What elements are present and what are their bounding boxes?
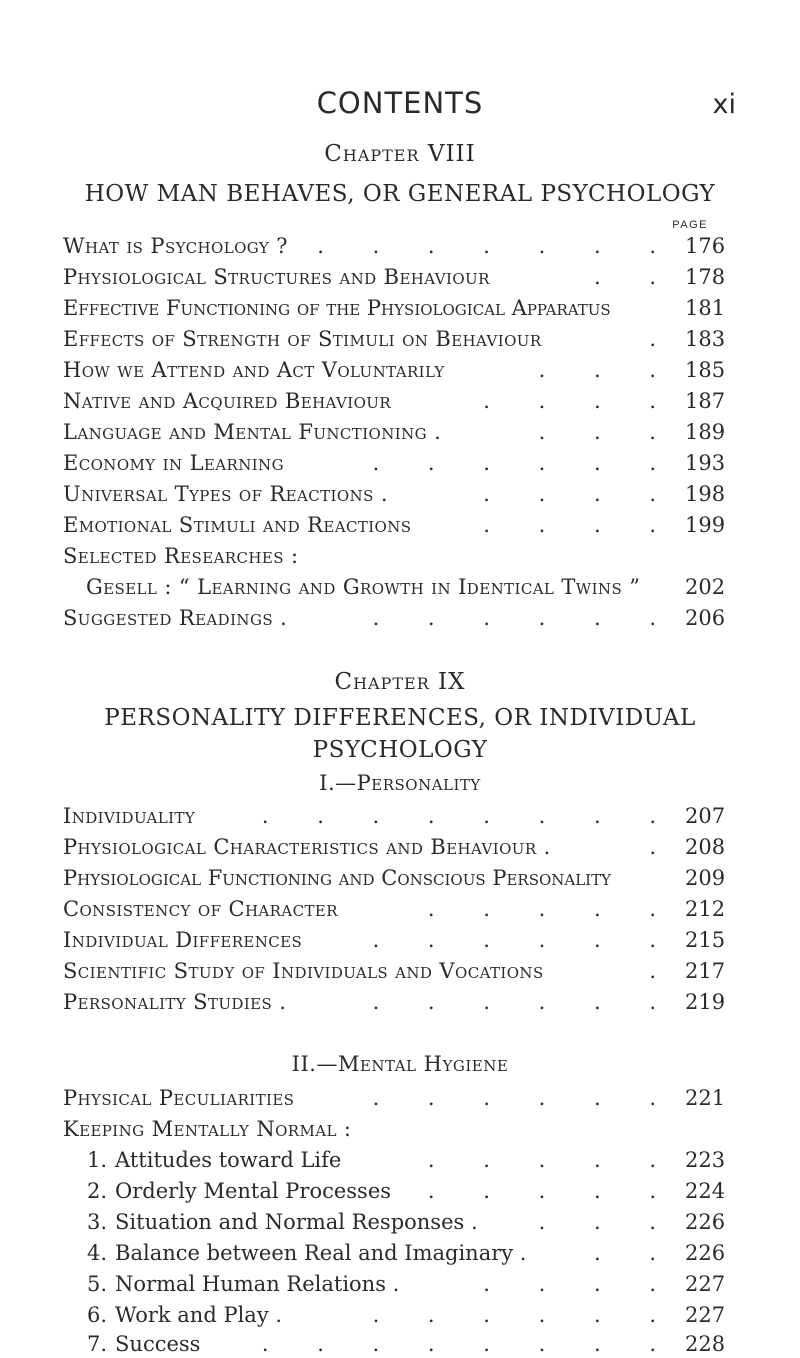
toc-heading-entry bbox=[63, 542, 741, 570]
toc-entry-title: Individuality bbox=[63, 804, 196, 828]
toc-entry-number: 1. bbox=[87, 1148, 108, 1172]
toc-entry-title: Keeping Mentally Normal : bbox=[63, 1117, 352, 1141]
toc-sub-entry[interactable] bbox=[63, 1301, 741, 1329]
toc-entry-page: 224 bbox=[685, 1179, 726, 1203]
leader-dots: . . bbox=[593, 1241, 677, 1265]
toc-entry-page: 189 bbox=[685, 420, 726, 444]
toc-entry-page: 208 bbox=[685, 835, 726, 859]
leader-dots: . . . bbox=[538, 420, 677, 444]
leader-dots: . . . . bbox=[483, 513, 677, 537]
toc-entry-page: 223 bbox=[685, 1148, 726, 1172]
toc-entry-title: Effective Functioning of the Physiological Apparatus bbox=[63, 296, 611, 320]
leader-dots: . . . . . . bbox=[372, 928, 677, 952]
toc-entry-page: 185 bbox=[685, 358, 726, 382]
toc-entry[interactable] bbox=[63, 480, 741, 508]
toc-entry-page: 207 bbox=[685, 804, 726, 828]
toc-entry-page: 199 bbox=[685, 513, 726, 537]
toc-entry-title: Personality Studies . bbox=[63, 990, 287, 1014]
toc-entry-title: How we Attend and Act Voluntarily bbox=[63, 358, 445, 382]
toc-entry[interactable] bbox=[63, 511, 741, 539]
toc-entry[interactable] bbox=[63, 356, 741, 384]
toc-entry[interactable] bbox=[63, 449, 741, 477]
toc-entry[interactable] bbox=[63, 802, 741, 830]
chapter-9-label: Chapter IX bbox=[334, 669, 466, 695]
toc-entry[interactable] bbox=[63, 1084, 741, 1112]
toc-entry-page: 227 bbox=[685, 1272, 726, 1296]
toc-entry-title-text: Work and Play . bbox=[115, 1303, 283, 1327]
toc-entry-title: Physiological Structures and Behaviour bbox=[63, 265, 490, 289]
toc-entry-title: Language and Mental Functioning . bbox=[63, 420, 442, 444]
toc-entry-page: 226 bbox=[685, 1241, 726, 1265]
toc-entry-title: Effects of Strength of Stimuli on Behaviour bbox=[63, 327, 542, 351]
toc-entry-title: Scientific Study of Individuals and Vocations bbox=[63, 959, 544, 983]
chapter-8-title: HOW MAN BEHAVES, OR GENERAL PSYCHOLOGY bbox=[84, 181, 716, 207]
section-2-label: II.—Mental Hygiene bbox=[291, 1052, 509, 1076]
toc-entry-page: 221 bbox=[685, 1086, 726, 1110]
toc-entry-title: Emotional Stimuli and Reactions bbox=[63, 513, 412, 537]
toc-entry-title-text: Normal Human Relations . bbox=[115, 1272, 400, 1296]
toc-entry-title: Native and Acquired Behaviour bbox=[63, 389, 392, 413]
toc-entry-title-text: Attitudes toward Life bbox=[115, 1148, 342, 1172]
toc-entry[interactable] bbox=[63, 263, 741, 291]
toc-entry[interactable] bbox=[63, 232, 741, 260]
toc-entry-title: Universal Types of Reactions . bbox=[63, 482, 388, 506]
toc-entry-page: 193 bbox=[685, 451, 726, 475]
leader-dots: . . . . . . . bbox=[317, 234, 677, 258]
leader-dots: . . . bbox=[538, 1210, 677, 1234]
toc-entry-title-text: Balance between Real and Imaginary . bbox=[115, 1241, 527, 1265]
toc-entry-title-text: Situation and Normal Responses . bbox=[115, 1210, 478, 1234]
toc-entry-title bbox=[87, 1239, 526, 1267]
toc-sub-entry[interactable] bbox=[63, 1270, 741, 1298]
toc-entry-number: 6. bbox=[87, 1303, 108, 1327]
section-1-label: I.—Personality bbox=[319, 771, 481, 795]
leader-dots: . . bbox=[593, 265, 677, 289]
toc-sub-entry[interactable] bbox=[63, 1177, 741, 1205]
toc-entry-title-text: Orderly Mental Processes bbox=[115, 1179, 392, 1203]
toc-entry-page: 206 bbox=[685, 606, 726, 630]
chapter-8-label: Chapter VIII bbox=[324, 141, 476, 167]
toc-entry-page: 209 bbox=[685, 866, 726, 890]
toc-entry[interactable] bbox=[63, 926, 741, 954]
leader-dots: . bbox=[649, 835, 677, 859]
running-head bbox=[0, 86, 800, 126]
toc-entry[interactable] bbox=[63, 325, 741, 353]
toc-sub-entry[interactable] bbox=[63, 1239, 741, 1267]
toc-entry[interactable] bbox=[63, 957, 741, 985]
toc-entry[interactable] bbox=[63, 895, 741, 923]
leader-dots: . . . . . bbox=[427, 897, 677, 921]
toc-entry-page: 178 bbox=[685, 265, 726, 289]
leader-dots: . . . . . bbox=[427, 1148, 677, 1172]
leader-dots: . . . bbox=[538, 358, 677, 382]
leader-dots: . . . . bbox=[483, 1272, 677, 1296]
toc-sub-entry[interactable] bbox=[63, 1208, 741, 1236]
toc-entry-title: Consistency of Character bbox=[63, 897, 338, 921]
toc-entry-page: 183 bbox=[685, 327, 726, 351]
toc-entry[interactable] bbox=[63, 864, 741, 892]
toc-entry-page: 219 bbox=[685, 990, 726, 1014]
leader-dots: . . . . . . bbox=[372, 451, 677, 475]
toc-entry-number: 4. bbox=[87, 1241, 108, 1265]
leader-dots: . . . . bbox=[483, 389, 677, 413]
toc-entry-number: 7. bbox=[87, 1332, 108, 1356]
toc-entry-title bbox=[87, 1330, 200, 1358]
toc-entry-page: 227 bbox=[685, 1303, 726, 1327]
leader-dots: . . . . bbox=[483, 482, 677, 506]
leader-dots: . bbox=[649, 327, 677, 351]
leader-dots: . . . . . . bbox=[372, 606, 677, 630]
toc-sub-entry[interactable] bbox=[63, 1330, 741, 1358]
toc-entry-page: 187 bbox=[685, 389, 726, 413]
toc-entry-page: 176 bbox=[685, 234, 726, 258]
toc-entry-page: 212 bbox=[685, 897, 726, 921]
toc-entry-title bbox=[87, 1146, 341, 1174]
toc-entry-title: What is Psychology ? bbox=[63, 234, 288, 258]
running-head-title: CONTENTS bbox=[316, 86, 484, 120]
toc-entry-title: Physiological Functioning and Conscious Personality bbox=[63, 866, 612, 890]
toc-entry-title-text: Success bbox=[115, 1332, 201, 1356]
toc-entry[interactable] bbox=[63, 387, 741, 415]
toc-entry-page: 217 bbox=[685, 959, 726, 983]
chapter-9-title-line1: PERSONALITY DIFFERENCES, OR INDIVIDUAL bbox=[104, 705, 696, 731]
toc-entry-page: 215 bbox=[685, 928, 726, 952]
toc-entry[interactable] bbox=[63, 418, 741, 446]
toc-entry[interactable] bbox=[63, 294, 741, 322]
toc-entry-title: Physical Peculiarities bbox=[63, 1086, 295, 1110]
toc-entry-number: 2. bbox=[87, 1179, 108, 1203]
page-number: xi bbox=[712, 89, 736, 120]
page-column-label: PAGE bbox=[672, 219, 708, 231]
toc-entry-page: 181 bbox=[685, 296, 726, 320]
toc-entry-title: Economy in Learning bbox=[63, 451, 284, 475]
toc-entry[interactable] bbox=[63, 833, 741, 861]
toc-entry-title: Selected Researches : bbox=[63, 544, 299, 568]
toc-entry-title-text: Gesell : “ Learning and Growth in Identical Twins ” bbox=[86, 575, 641, 599]
toc-entry-title bbox=[87, 1177, 391, 1205]
toc-entry-title bbox=[87, 1301, 282, 1329]
toc-entry-title bbox=[86, 573, 640, 601]
toc-entry-title bbox=[87, 1270, 399, 1298]
leader-dots: . . . . . . . . bbox=[261, 1332, 677, 1356]
toc-entry-title: Individual Differences bbox=[63, 928, 303, 952]
toc-entry-page: 202 bbox=[685, 575, 726, 599]
toc-entry-page: 228 bbox=[685, 1332, 726, 1356]
toc-entry-title bbox=[87, 1208, 478, 1236]
toc-entry[interactable] bbox=[63, 988, 741, 1016]
toc-entry-page: 198 bbox=[685, 482, 726, 506]
leader-dots: . . . . . . bbox=[372, 1303, 677, 1327]
toc-heading-entry bbox=[63, 1115, 741, 1143]
chapter-9-title-line2: PSYCHOLOGY bbox=[312, 737, 488, 763]
toc-entry-title: Physiological Characteristics and Behaviour . bbox=[63, 835, 551, 859]
toc-entry-title: Suggested Readings . bbox=[63, 606, 288, 630]
leader-dots: . . . . . . bbox=[372, 1086, 677, 1110]
leader-dots: . bbox=[649, 959, 677, 983]
leader-dots: . . . . . . bbox=[372, 990, 677, 1014]
toc-sub-entry[interactable] bbox=[63, 1146, 741, 1174]
toc-entry-number: 5. bbox=[87, 1272, 108, 1296]
toc-entry-number: 3. bbox=[87, 1210, 108, 1234]
toc-entry[interactable] bbox=[63, 604, 741, 632]
leader-dots: . . . . . bbox=[427, 1179, 677, 1203]
leader-dots: . . . . . . . . bbox=[261, 804, 677, 828]
toc-entry[interactable] bbox=[63, 573, 741, 601]
toc-entry-page: 226 bbox=[685, 1210, 726, 1234]
